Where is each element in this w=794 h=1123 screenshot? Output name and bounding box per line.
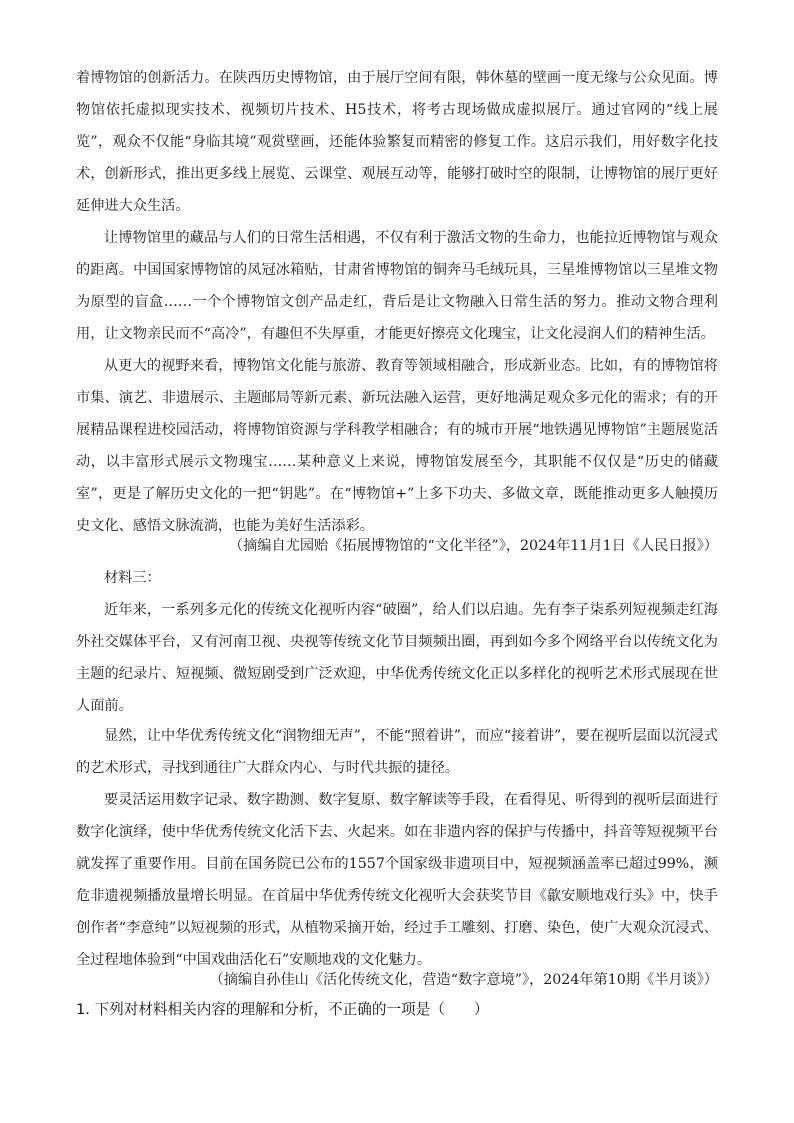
material3-paragraph-2: 显然，让中华优秀传统文化“润物细无声”，不能“照着讲”，而应“接着讲”，要在视听层面以沉浸式的艺术形式，寻找到通往广大群众内心、与时代共振的捷径。 (76, 728, 718, 776)
material2-paragraph-3: 从更大的视野来看，博物馆文化能与旅游、教育等领域相融合，形成新业态。比如，有的博物馆将市集、演艺、非遗展示、主题邮局等新元素、新玩法融入运营，更好地满足观众多元化的需求；有的开展精品课程进校园活动，将博物馆资源与学科教学相融合；有的城市开展“地铁遇见博物馆”主题展览活动，以丰富形式展示文物瑰宝……某种意义上来说，博物馆发展至今，其职能不仅仅是“历史的储藏室”，更是了解历史文化的一把“钥匙”。在“博物馆+”上多下功夫、多做文章，既能推动更多人触摸历史文化、感悟文脉流淌，也能为美好生活添彩。 (76, 358, 718, 534)
material3-label: 材料三： (104, 570, 161, 586)
material2-paragraph-2: 让博物馆里的藏品与人们的日常生活相遇，不仅有利于激活文物的生命力，也能拉近博物馆与观众的距离。中国国家博物馆的凤冠冰箱贴，甘肃省博物馆的铜奔马毛绒玩具，三星堆博物馆以三星堆文物为原型的盲盒……一个个博物馆文创产品走红，背后是让文物融入日常生活的努力。推动文物合理利用，让文物亲民而不“高冷”，有趣但不失厚重，才能更好擦亮文化瑰宝，让文化浸润人们的精神生活。 (76, 230, 718, 342)
material3-paragraph-1: 近年来，一系列多元化的传统文化视听内容“破圈”，给人们以启迪。先有李子柒系列短视频走红海外社交媒体平台，又有河南卫视、央视等传统文化节目频频出圈，再到如今多个网络平台以传统文化为主题的纪录片、短视频、微短剧受到广泛欢迎，中华优秀传统文化正以多样化的视听艺术形式展现在世人面前。 (76, 602, 718, 714)
material2-source: （摘编自尤园贻《拓展博物馆的“文化半径”》，2024年11月1日《人民日报》） (228, 538, 718, 554)
material3-source: （摘编自孙佳山《活化传统文化，营造“数字意境”》，2024年第10期《半月谈》） (209, 972, 718, 988)
material3-paragraph-3: 要灵活运用数字记录、数字勘测、数字复原、数字解读等手段，在看得见、听得到的视听层面进行数字化演绎，使中华优秀传统文化活下去、火起来。如在非遗内容的保护与传播中，抖音等短视频平台就发挥了重要作用。目前在国务院已公布的1557个国家级非遗项目中，短视频涵盖率已超过99%，濒危非遗视频播放量增长明显。在首届中华优秀传统文化视听大会获奖节目《歙安顺地戏行头》中，快手创作者“李意纯”以短视频的形式，从植物采摘开始，经过手工雕刻、打磨、染色，使广大观众沉浸式、全过程地体验到“中国戏曲活化石”安顺地戏的文化魅力。 (76, 792, 718, 968)
material2-paragraph-1: 着博物馆的创新活力。在陕西历史博物馆，由于展厅空间有限，韩休墓的壁画一度无缘与公众见面。博物馆依托虚拟现实技术、视频切片技术、H5技术，将考古现场做成虚拟展厅。通过官网的“线上展览”，观众不仅能“身临其境”观赏壁画，还能体验繁复而精密的修复工作。这启示我们，用好数字化技术，创新形式，推出更多线上展览、云课堂、观展互动等，能够打破时空的限制，让博物馆的展厅更好延伸进大众生活。 (76, 70, 718, 214)
question-1: 1. 下列对材料相关内容的理解和分析，不正确的一项是（ ） (76, 1001, 489, 1018)
